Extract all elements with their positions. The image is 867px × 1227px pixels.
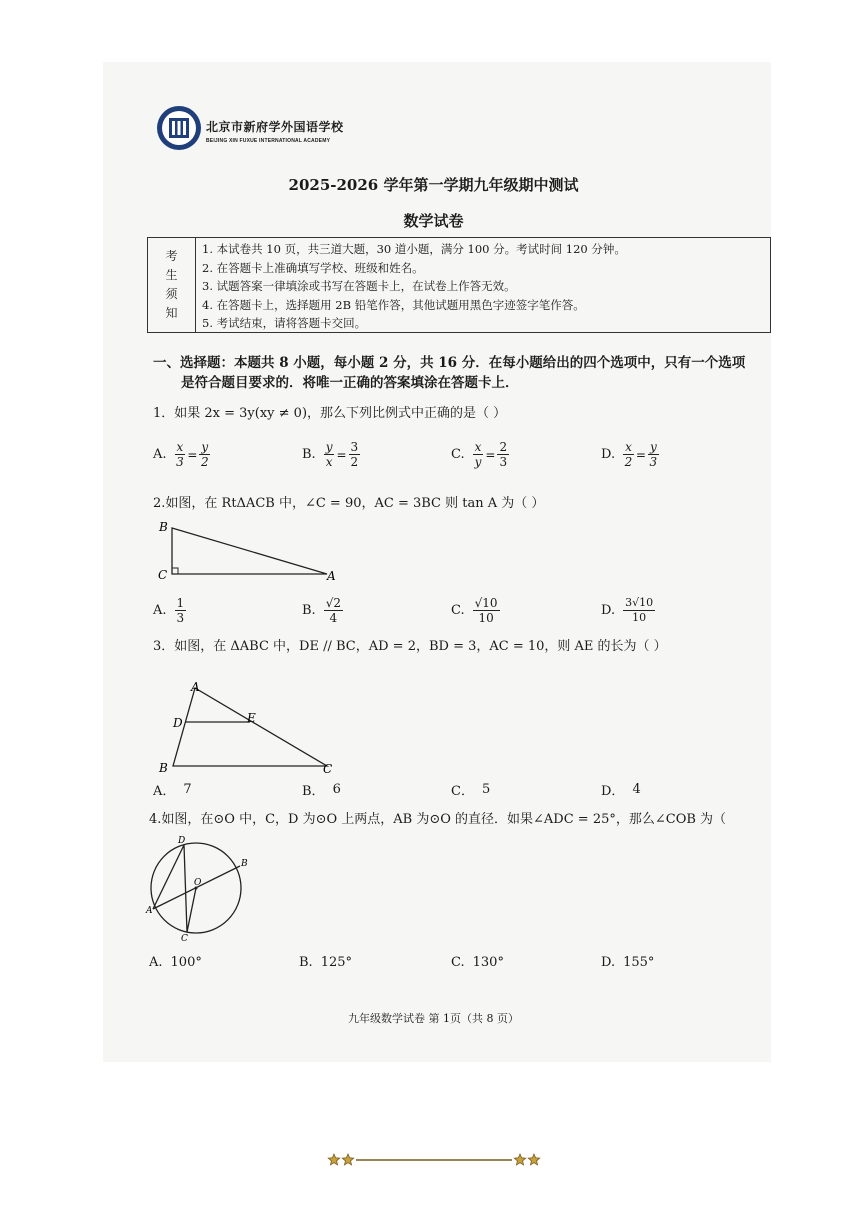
fraction	[473, 596, 500, 625]
question-1-option-d: D. $\frac{x}{2}$ = $\frac{y}{3}$	[601, 440, 658, 469]
fraction	[648, 440, 659, 469]
fraction	[175, 596, 187, 625]
option-label: B.	[302, 603, 316, 618]
question-3-option-d	[601, 780, 641, 799]
denominator: 3	[649, 455, 658, 469]
option-value: 100°	[170, 955, 202, 970]
denominator: 10	[478, 611, 494, 625]
section-heading-line: 一、选择题：本题共 8 小题，每小题 2 分，共 16 分．在每小题给出的四个选项中，只有一个选项	[153, 355, 746, 371]
figure-label: C	[181, 934, 188, 944]
section-heading-line: 是符合题目要求的．将唯一正确的答案填涂在答题卡上．	[181, 375, 519, 391]
question-3-option-a	[153, 780, 192, 799]
numerator: √10	[474, 596, 498, 610]
numerator: x	[176, 440, 184, 454]
option-label: B．	[302, 784, 325, 799]
question-4-circle-figure	[143, 833, 253, 945]
question-4-option-a	[149, 955, 202, 970]
figure-label: C	[158, 568, 168, 582]
denominator: 3	[176, 455, 184, 469]
question-3-triangle-figure	[155, 678, 345, 778]
question-1-option-b: B. $\frac{y}{x}$ = $\frac{3}{2}$	[302, 440, 359, 469]
option-value: 130°	[472, 955, 504, 970]
figure-label: C	[323, 762, 333, 776]
denominator: 4	[329, 611, 338, 625]
figure-label: E	[247, 711, 256, 725]
question-4-option-b	[299, 955, 352, 970]
star-icon	[328, 1154, 339, 1165]
option-label: D.	[601, 447, 616, 462]
fraction	[497, 440, 509, 469]
figure-label: A	[146, 906, 153, 916]
figure-label: A	[327, 569, 336, 583]
notice-item: 3. 试题答案一律填涂或书写在答题卡上，在试卷上作答无效。	[202, 279, 516, 293]
option-label: C.	[451, 603, 465, 618]
numerator: y	[649, 440, 657, 454]
option-value: 6	[332, 782, 341, 797]
denominator: 3	[499, 455, 508, 469]
numerator: x	[474, 440, 482, 454]
section-heading	[153, 353, 767, 393]
question-2-option-a	[153, 596, 186, 625]
question-3-stem: 3．如图，在 ΔABC 中，DE // BC，AD = 2，BD = 3，AC = 10，则 AE 的长为（ ）	[153, 639, 667, 654]
denominator: y	[474, 455, 482, 469]
denominator: 3	[176, 611, 185, 625]
notice-item: 5. 考试结束，请将答题卡交回。	[202, 316, 367, 330]
option-value: 125°	[320, 955, 353, 970]
question-4-option-d	[601, 955, 654, 970]
figure-label: D	[173, 716, 183, 730]
figure-label: B	[159, 520, 168, 534]
notice-item: 2. 在答题卡上准确填写学校、班级和姓名。	[202, 260, 424, 275]
figure-label: B	[241, 859, 248, 869]
numerator: 3	[350, 440, 359, 454]
option-label: C.	[451, 955, 465, 970]
fraction	[349, 440, 361, 469]
question-4-option-c	[451, 955, 504, 970]
option-value: 7	[183, 782, 192, 797]
fraction	[623, 440, 634, 469]
option-label: C．	[451, 784, 474, 799]
figure-label: D	[178, 836, 186, 846]
question-1-stem: 1．如果 2x = 3y(xy ≠ 0)，那么下列比例式中正确的是（ ）	[153, 406, 507, 421]
question-2-option-b	[302, 596, 343, 625]
notice-item: 1. 本试卷共 10 页，共三道大题，30 道小题，满分 100 分。考试时间 120 分钟。	[202, 242, 626, 256]
fraction	[623, 596, 655, 625]
denominator: 2	[624, 455, 633, 469]
option-label: B.	[299, 955, 313, 970]
star-icon	[514, 1154, 525, 1165]
question-3-option-c	[451, 780, 490, 799]
option-label: C.	[451, 447, 465, 462]
question-1-option-c: C. $\frac{x}{y}$ = $\frac{2}{3}$	[451, 440, 508, 469]
option-value: 4	[632, 782, 641, 797]
star-icon	[342, 1154, 353, 1165]
page-footer: 九年级数学试卷 第 1页（共 8 页）	[348, 1012, 519, 1025]
school-name-cn: 北京市新府学外国语学校	[206, 120, 344, 134]
numerator: √2	[325, 596, 341, 610]
question-1-option-a: A. $\frac{x}{3}$ = $\frac{y}{2}$	[153, 440, 209, 469]
option-label: B.	[302, 447, 316, 462]
figure-label: O	[194, 878, 202, 888]
fraction	[324, 596, 343, 625]
numerator: x	[625, 440, 632, 454]
option-label: A.	[149, 955, 163, 970]
notice-list	[196, 238, 626, 332]
numerator: y	[201, 440, 209, 454]
notice-item: 4. 在答题卡上，选择题用 2B 铅笔作答，其他试题用黑色字迹签字笔作答。	[202, 297, 585, 312]
notice-heading-char: 考	[165, 249, 178, 263]
fraction	[324, 440, 335, 469]
option-value: 5	[481, 782, 491, 797]
numerator: y	[325, 440, 333, 454]
option-label: D.	[601, 603, 616, 618]
option-label: A.	[153, 447, 167, 462]
option-label: D．	[601, 784, 625, 799]
question-2-option-c	[451, 596, 500, 625]
question-2-triangle-figure	[155, 518, 345, 584]
numerator: 2	[499, 440, 508, 454]
option-value: 155°	[623, 955, 655, 970]
numerator: 1	[176, 596, 185, 610]
notice-heading-char: 生	[165, 268, 178, 282]
denominator: 2	[200, 455, 209, 469]
question-2-option-d	[601, 596, 655, 625]
notice-heading-char: 须	[165, 287, 178, 301]
figure-label: A	[191, 680, 200, 694]
figure-label: B	[159, 761, 168, 775]
option-label: A.	[153, 603, 167, 618]
denominator: 2	[350, 455, 359, 469]
exam-title: 2025-2026 学年第一学期九年级期中测试	[288, 176, 579, 194]
notice-box	[147, 237, 771, 333]
denominator: 10	[632, 611, 647, 624]
option-label: D.	[601, 955, 616, 970]
question-3-option-b	[302, 780, 341, 799]
fraction	[199, 440, 210, 469]
question-4-stem: 4.如图，在⊙O 中，C，D 为⊙O 上两点，AB 为⊙O 的直径．如果∠ADC = 25°，那么∠COB 为（	[149, 812, 727, 827]
school-name-en: BEIJING XIN FUXUE INTERNATIONAL ACADEMY	[206, 138, 331, 144]
fraction	[175, 440, 186, 469]
option-label: A．	[153, 784, 176, 799]
denominator: x	[325, 455, 333, 469]
star-icon	[528, 1154, 539, 1165]
notice-heading-char: 知	[165, 306, 178, 320]
star-divider	[326, 1150, 542, 1170]
school-logo	[155, 104, 203, 152]
exam-subtitle: 数学试卷	[403, 212, 464, 230]
numerator: 3√10	[625, 596, 654, 609]
question-2-stem: 2.如图，在 RtΔACB 中，∠C = 90，AC = 3BC 则 tan A 为（ ）	[153, 496, 545, 511]
fraction	[473, 440, 484, 469]
notice-heading	[148, 238, 196, 332]
